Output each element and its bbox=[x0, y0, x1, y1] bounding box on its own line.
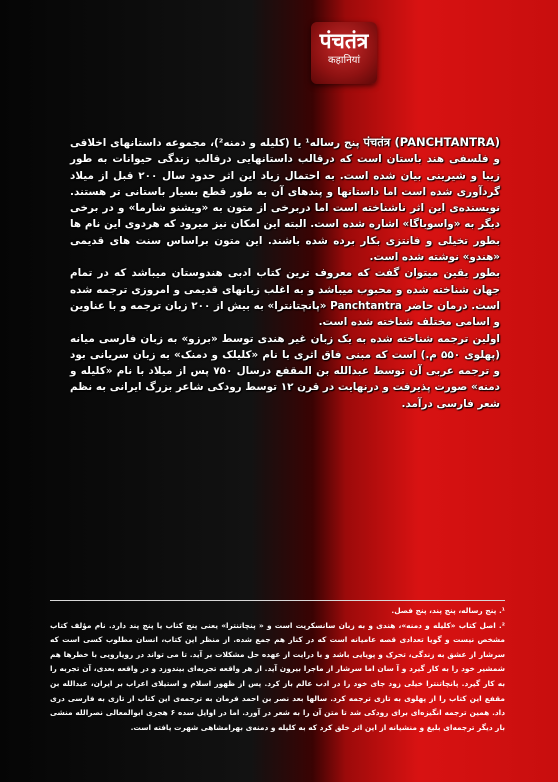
paragraph-intro-body: پنج رساله¹ یا (کلیله و دمنه²)، مجموعه داستانهای اخلاقی و فلسفی هند باستان است که درقالب داستانهایی درقالب زندگی حیوانات به طور زیبا و شیرینی بیان شده است. به احتمال زیاد این اثر حدود سال ۲۰۰ قبل از میلاد گردآوری شده است اما داستانها و پندهای آن به طور قطع بسیار باستانی تر هستند. نویسنده‌ی این اثر ناشناخته است اما دربرخی از متون به «ویشنو شارما» و در برخی دیگر به «واسوباگا» اشاره شده است. البته این امکان نیز میرود که هردوی این نام ها بطور تخیلی و فانتزی بکار برده شده باشند. این متون براساس سنت های قدیمی «هندو» نوشته شده است. bbox=[70, 137, 500, 264]
paragraph-fame: بطور یقین میتوان گفت که معروف ترین کتاب ادبی هندوستان میباشد که در تمام جهان شناخته شده و محبوب میباشد و به اغلب زبانهای قدیمی و امروزی ترجمه شده است. درمان حاضر Panchtantra «پانچتانترا» به بیش از ۲۰۰ زبان ترجمه و با عناوین و اسامی مختلف شناخته شده است. bbox=[70, 267, 500, 329]
footnote-1: ¹. پنج رساله، پنج پند، پنج فصل. bbox=[391, 606, 505, 615]
main-text bbox=[70, 134, 500, 412]
footnotes bbox=[50, 604, 505, 735]
footnote-2: ². اصل کتاب «کلیله و دمنه»، هندی و به زبان سانسکریت است و « پنچاتنترا» یعنی پنج کتاب یا پنج پند دارد. نام مؤلف کتاب مشخص نیست و گویا تعدادی قصه عامیانه است که در کنار هم جمع شده. از منظر این کتاب، انسان مطلوب کسی است که سرشار از عشق به زندگی، تحرک و پویایی باشد و با درایت از عهده حل مشکلات بر آید. تا می تواند در رویارویی با خطرها هم شمشیر خود را به کار گیرد و آ سان اما سرشار از ماجرا بیرون آید. از هر واقعه تجربه‌ای بیندوزد و در واقعه بعدی، آن تجربه را به کار گیرد. پانچاتنترا خیلی زود جای خود را در ادب عالم باز کرد. پس از ظهور اسلام و استیلای اعراب بر ایران، عبدالله بن مقفع این کتاب را از پهلوی به تازی ترجمه کرد. سالها بعد نصر بن احمد فرمان به ترجمه‌ی این کتاب از تازی به فارسی دری داد. همین ترجمه انگیزه‌ای برای رودکی شد تا متن آن را به شعر در آورد. اما در اوایل سده ۶ هجری ابوالمعالی نصرالله منشی بار دیگر ترجمه‌ای بلیغ و منشیانه از این اثر خلق کرد که به کلیله و دمنه‌ی بهرامشاهی شهرت یافته است. bbox=[50, 620, 505, 732]
lead-title: पंचतंत्र (PANCHTANTRA) bbox=[363, 135, 501, 149]
logo-title: पंचतंत्र bbox=[319, 29, 369, 53]
paragraph-translation: اولین ترجمه شناخته شده به یک زبان غیر هندی توسط «برزو» به زبان فارسی میانه (پهلوی ۵۵۰ م.) است که مبنی فاق اثری با نام «کلیلک و دمنک» به زبان سریانی بود و ترجمه عربی آن توسط عبدالله بن المقفع درسال ۷۵۰ پس از میلاد با نام «کلیله و دمنه» صورت پذیرفت و درنهایت در قرن ۱۲ توسط رودکی شاعر بزرگ ایرانی به نظم شعر فارسی درآمد. bbox=[70, 332, 500, 410]
paragraph-intro bbox=[70, 134, 500, 265]
book-logo bbox=[311, 22, 377, 84]
logo-subtitle: कहानियां bbox=[327, 55, 361, 66]
footnote-divider bbox=[50, 600, 505, 601]
